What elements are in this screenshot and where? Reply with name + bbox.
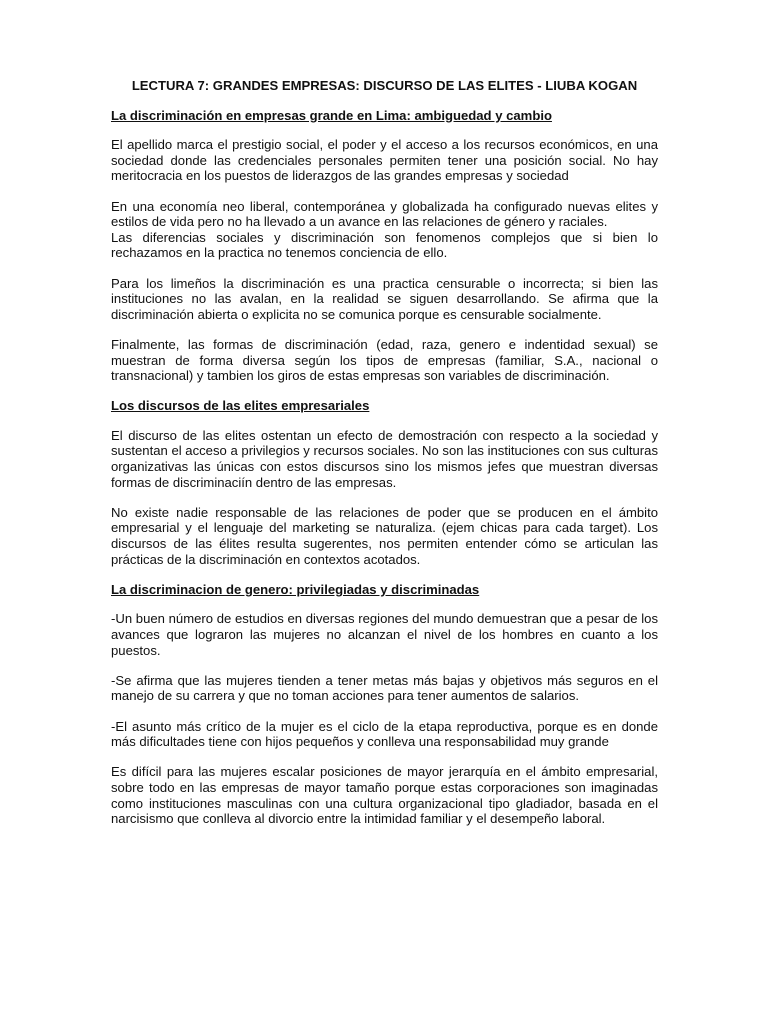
paragraph: El apellido marca el prestigio social, el poder y el acceso a los recursos económicos, en una sociedad donde las credenciales personales permiten tener una posición social. No hay meritocracia en los puestos de liderazgos de las grandes empresas y sociedad xyxy=(111,137,658,184)
section-heading: La discriminación en empresas grande en Lima: ambiguedad y cambio xyxy=(111,107,552,123)
section-discrimination-lima xyxy=(111,108,658,384)
paragraph: El discurso de las elites ostentan un efecto de demostración con respecto a la sociedad y sustentan el acceso a privilegios y recursos sociales. No son las instituciones con sus culturas organizativas las únicas con estos discursos sino los mismos jefes que muestran diversas formas de discriminaciín dentro de las empresas. xyxy=(111,427,658,490)
paragraph: Finalmente, las formas de discriminación (edad, raza, genero e indentidad sexual) se muestran de forma diversa según los tipos de empresas (familiar, S.A., nacional o transnacional) y tambien los giros de estas empresas son variables de discriminación. xyxy=(111,336,658,384)
document-page xyxy=(111,78,658,841)
paragraph: -Un buen número de estudios en diversas regiones del mundo demuestran que a pesar de los avances que lograron las mujeres no alcanzan el nivel de los hombres en cuanto a los puestos. xyxy=(111,611,658,658)
section-heading: La discriminacion de genero: privilegiadas y discriminadas xyxy=(111,581,480,597)
paragraph: Las diferencias sociales y discriminación son fenomenos complejos que si bien lo rechazamos en la practica no tenemos conciencia de ello. xyxy=(111,229,658,261)
paragraph: Para los limeños la discriminación es una practica censurable o incorrecta; si bien las instituciones no las avalan, en la realidad se siguen desarrollando. Se afirma que la discriminación abierta o explicita no se comunica porque es censurable socialmente. xyxy=(111,275,658,322)
document-title: LECTURA 7: GRANDES EMPRESAS: DISCURSO DE LAS ELITES - LIUBA KOGAN xyxy=(131,78,638,93)
section-elite-discourses xyxy=(111,398,658,567)
paragraph: -El asunto más crítico de la mujer es el ciclo de la etapa reproductiva, porque es en donde más dificultades tiene con hijos pequeños y conlleva una responsabilidad muy grande xyxy=(111,718,658,750)
paragraph: Es difícil para las mujeres escalar posiciones de mayor jerarquía en el ámbito empresarial, sobre todo en las empresas de mayor tamaño porque estas corporaciones son imaginadas como instituciones masculinas con una cultura organizacional tipo gladiador, basada en el narcisismo que conlleva al divorcio entre la intimidad familiar y el desempeño laboral. xyxy=(111,764,658,827)
paragraph: -Se afirma que las mujeres tienden a tener metas más bajas y objetivos más seguros en el manejo de su carrera y que no toman acciones para tener aumentos de salarios. xyxy=(111,672,658,704)
section-heading: Los discursos de las elites empresariales xyxy=(111,398,370,414)
paragraph: No existe nadie responsable de las relaciones de poder que se producen en el ámbito empresarial y el lenguaje del marketing se naturaliza. (ejem chicas para cada target). Los discursos de las élites resulta sugerentes, nos permiten entender cómo se articulan las prácticas de la discriminación en contextos acotados. xyxy=(111,504,658,567)
paragraph: En una economía neo liberal, contemporánea y globalizada ha configurado nuevas elites y estilos de vida pero no ha llevado a un avance en las relaciones de género y raciales. xyxy=(111,198,658,230)
section-gender-discrimination xyxy=(111,582,658,827)
